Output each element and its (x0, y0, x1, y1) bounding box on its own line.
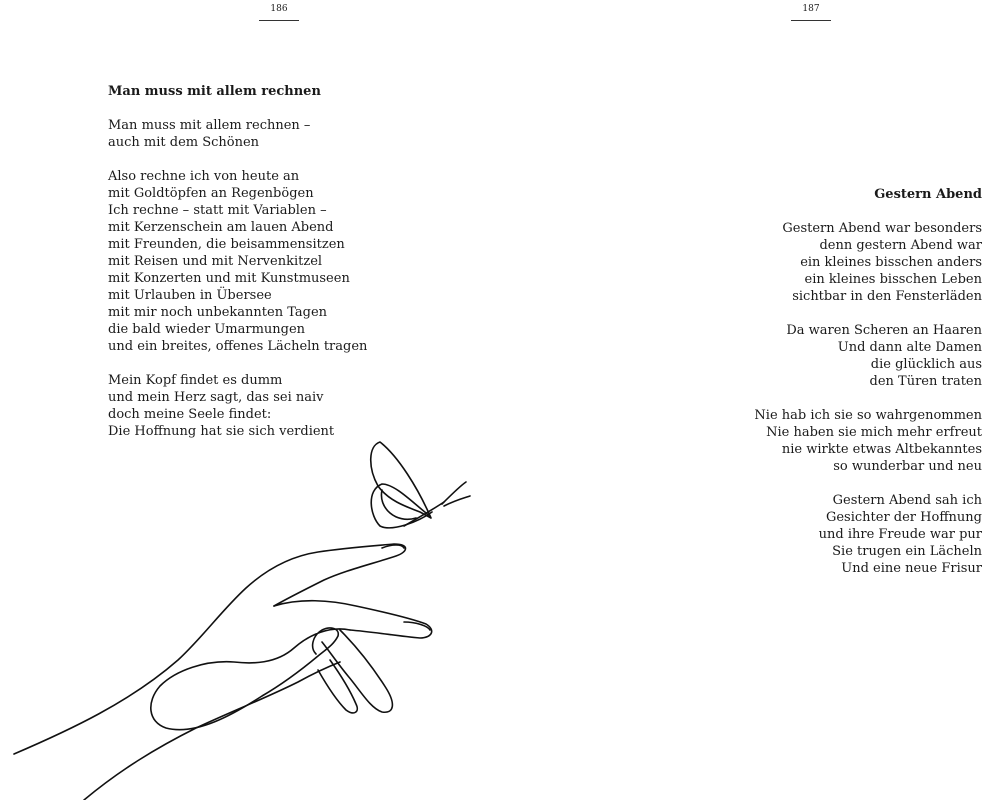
poem-line: nie wirkte etwas Altbekanntes (781, 442, 982, 457)
right-page (500, 0, 1000, 800)
page-number: 187 (791, 4, 831, 21)
poem-gestern-abend (582, 186, 982, 594)
poem-line: mit Kerzenschein am lauen Abend (108, 220, 334, 235)
poem-line: Die Hoffnung hat sie sich verdient (108, 424, 335, 439)
poem-line: Ich rechne – statt mit Variablen – (108, 203, 327, 218)
poem-line: die bald wieder Umarmungen (108, 322, 306, 337)
poem-line: Nie haben sie mich mehr erfreut (766, 425, 982, 440)
poem-line: Und eine neue Frisur (841, 561, 982, 576)
stanza (582, 322, 982, 390)
poem-line: Sie trugen ein Lächeln (832, 544, 982, 559)
stanza (108, 117, 468, 151)
stanza (582, 220, 982, 305)
poem-line: mit mir noch unbekannten Tagen (108, 305, 328, 320)
poem-line: sichtbar in den Fensterläden (792, 289, 982, 304)
poem-line: Gestern Abend sah ich (832, 493, 982, 508)
poem-line: doch meine Seele findet: (108, 407, 272, 422)
hand-icon (14, 544, 432, 800)
poem-line: die glücklich aus (870, 357, 982, 372)
poem-line: Mein Kopf findet es dumm (108, 373, 283, 388)
poem-line: Da waren Scheren an Haaren (786, 323, 982, 338)
poem-title: Man muss mit allem rechnen (108, 84, 321, 99)
poem-line: mit Konzerten und mit Kunstmuseen (108, 271, 350, 286)
poem-line: mit Reisen und mit Nervenkitzel (108, 254, 323, 269)
stanza (582, 492, 982, 577)
poem-line: ein kleines bisschen anders (800, 255, 982, 270)
poem-line: und ein breites, offenes Lächeln tragen (108, 339, 368, 354)
poem-line: mit Goldtöpfen an Regenbögen (108, 186, 314, 201)
poem-line: Gesichter der Hoffnung (825, 510, 982, 525)
poem-line: mit Urlauben in Übersee (108, 288, 272, 303)
butterfly-icon (371, 442, 470, 528)
poem-line: Also rechne ich von heute an (108, 169, 300, 184)
poem-line: den Türen traten (869, 374, 982, 389)
poem-line: ein kleines bisschen Leben (804, 272, 982, 287)
stanza (108, 168, 468, 355)
poem-man-muss-mit-allem-rechnen (108, 83, 468, 457)
poem-line: auch mit dem Schönen (108, 135, 260, 150)
poem-line: und ihre Freude war pur (818, 527, 982, 542)
page-number: 186 (259, 4, 299, 21)
poem-line: und mein Herz sagt, das sei naiv (108, 390, 324, 405)
poem-line: Gestern Abend war besonders (782, 221, 982, 236)
poem-line: Man muss mit allem rechnen – (108, 118, 311, 133)
poem-line: so wunderbar und neu (833, 459, 982, 474)
hand-butterfly-illustration (0, 430, 500, 800)
poem-line: Nie hab ich sie so wahrgenommen (754, 408, 982, 423)
poem-line: denn gestern Abend war (819, 238, 982, 253)
poem-line: mit Freunden, die beisammensitzen (108, 237, 345, 252)
stanza (582, 407, 982, 475)
poem-title: Gestern Abend (874, 187, 982, 202)
poem-line: Und dann alte Damen (837, 340, 982, 355)
